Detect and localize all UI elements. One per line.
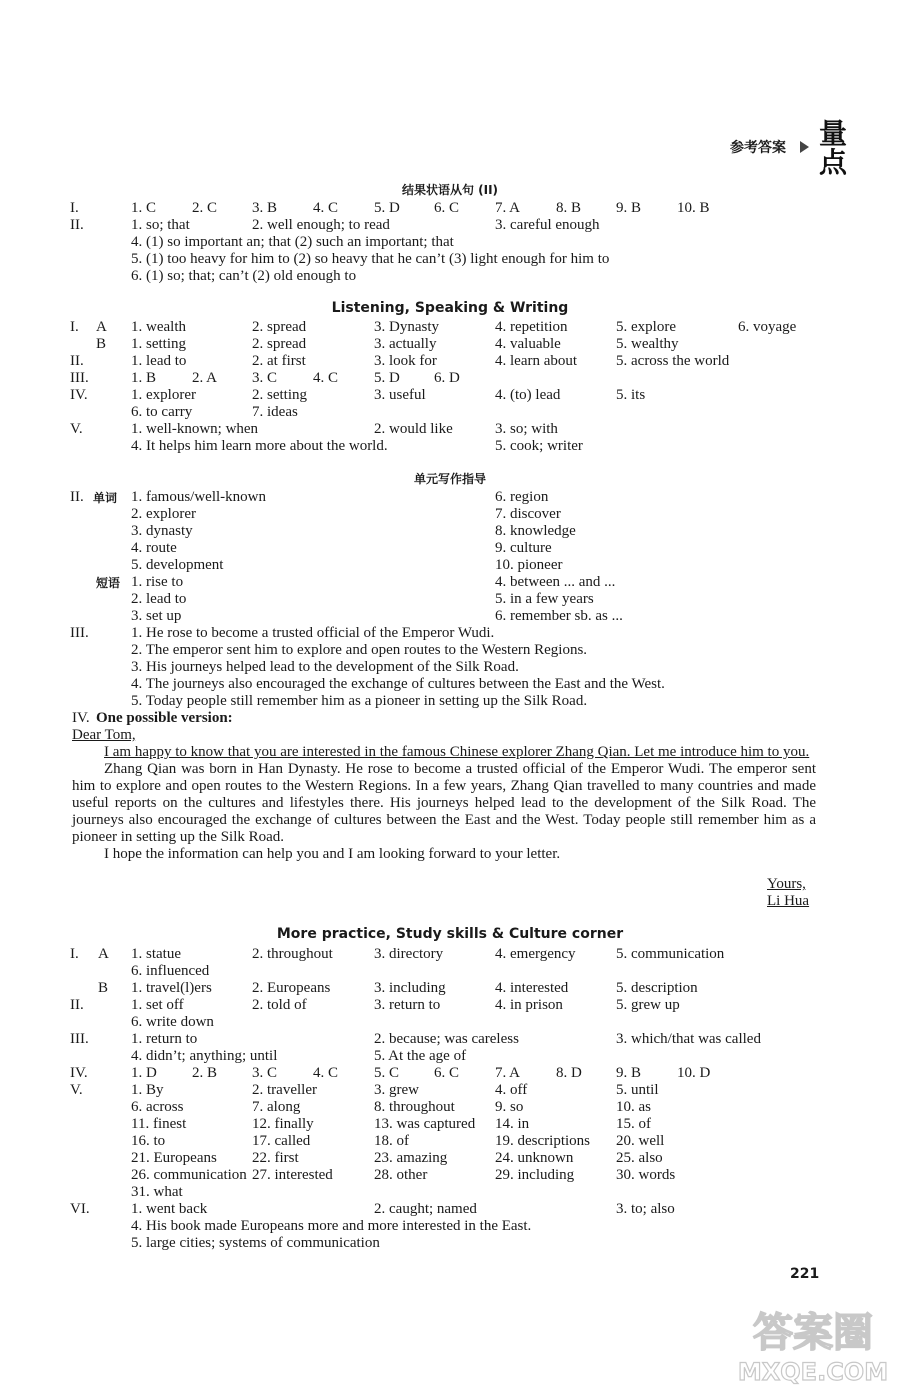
section-title-listening: Listening, Speaking & Writing	[331, 300, 569, 316]
answer-item: 2. C	[192, 200, 218, 216]
section-title-more-practice: More practice, Study skills & Culture corner	[276, 926, 624, 942]
answer-item: 4. learn about	[495, 353, 578, 369]
row-label: II.	[70, 217, 84, 233]
answer-item: 3. dynasty	[131, 523, 193, 539]
answer-item: 7. A	[495, 200, 521, 216]
letter-body	[72, 744, 816, 863]
answer-item: 11. finest	[131, 1116, 187, 1132]
answer-item: 2. spread	[252, 336, 307, 352]
answer-item: 30. words	[616, 1167, 676, 1183]
answer-sentence: 1. He rose to become a trusted official of the Emperor Wudi.	[131, 625, 495, 641]
watermark-logo	[728, 1300, 898, 1388]
answer-item: 9. B	[616, 1065, 642, 1081]
arrow-icon	[800, 141, 809, 153]
answer-item: 1. statue	[131, 946, 181, 962]
answer-item: 5. its	[616, 387, 646, 403]
answer-item: 3. useful	[374, 387, 426, 403]
letter-paragraph-2: Zhang Qian was born in Han Dynasty. He rose to become a trusted official of the Emperor Wudi. The emperor sent him to explore and open routes to the Western Regions. In a few years, Zhang Qian travelled to many countries and made useful reports on the cultures and lifestyles there. His journeys helped lead to the development of the Silk Road. The journeys also encouraged the exchange of cultures between the East and the West. Today people still remember him as a pioneer in setting up the Silk Road.	[72, 761, 816, 845]
answer-sentence: 3. His journeys helped lead to the development of the Silk Road.	[131, 659, 519, 675]
answer-item: 1. D	[131, 1065, 157, 1081]
answer-item: 5. (1) too heavy for him to (2) so heavy that he can’t (3) light enough for him to	[131, 251, 610, 267]
brand-logo	[812, 116, 854, 176]
words-label: 单词	[93, 491, 118, 505]
answer-item: 4. valuable	[495, 336, 561, 352]
answer-item: 1. went back	[131, 1201, 208, 1217]
answer-item: 2. well enough; to read	[252, 217, 390, 233]
answer-item: 4. off	[495, 1082, 528, 1098]
answer-item: 16. to	[131, 1133, 166, 1149]
answer-item: 2. throughout	[252, 946, 333, 962]
answer-item: 17. called	[252, 1133, 311, 1149]
row-label: I.	[70, 319, 79, 335]
answer-item: 3. look for	[374, 353, 437, 369]
answer-item: 5. cook; writer	[495, 438, 583, 454]
answer-item: 2. setting	[252, 387, 307, 403]
answer-item: 3. which/that was called	[616, 1031, 761, 1047]
answer-item: 6. across	[131, 1099, 184, 1115]
sub-label: B	[98, 980, 109, 996]
answer-sentence: 4. The journeys also encouraged the exchange of cultures between the East and the West.	[131, 676, 665, 692]
answer-item: 2. lead to	[131, 591, 187, 607]
phrases-label: 短语	[96, 576, 121, 590]
row-label: I.	[70, 200, 79, 216]
answer-item: 3. return to	[374, 997, 441, 1013]
answer-item: 3. careful enough	[495, 217, 600, 233]
answer-item: 4. C	[313, 1065, 339, 1081]
answer-item: 10. B	[677, 200, 710, 216]
answer-item: 13. was captured	[374, 1116, 476, 1132]
answer-item: 8. D	[556, 1065, 582, 1081]
answer-item: 1. well-known; when	[131, 421, 259, 437]
answer-item: 20. well	[616, 1133, 665, 1149]
answer-item: 2. Europeans	[252, 980, 331, 996]
sample-heading: One possible version:	[96, 710, 233, 726]
answer-item: 14. in	[495, 1116, 530, 1132]
answer-item: 3. C	[252, 1065, 278, 1081]
reference-answers-label: 参考答案	[730, 140, 786, 156]
answer-item: 6. D	[434, 370, 460, 386]
svg-text:MXQE.COM: MXQE.COM	[737, 1358, 889, 1386]
answer-item: 2. explorer	[131, 506, 196, 522]
answer-item: 22. first	[252, 1150, 299, 1166]
answer-item: 2. told of	[252, 997, 307, 1013]
answer-item: 10. as	[616, 1099, 651, 1115]
answer-item: 9. culture	[495, 540, 552, 556]
answer-item: 7. discover	[495, 506, 561, 522]
sub-label: A	[98, 946, 109, 962]
answer-item: 1. lead to	[131, 353, 187, 369]
row-label: III.	[70, 370, 89, 386]
answer-item: 4. emergency	[495, 946, 576, 962]
answer-item: 5. across the world	[616, 353, 730, 369]
answer-item: 3. to; also	[616, 1201, 675, 1217]
answer-item: 4. (to) lead	[495, 387, 561, 403]
answer-item: 1. By	[131, 1082, 164, 1098]
answer-item: 1. wealth	[131, 319, 186, 335]
answer-item: 1. setting	[131, 336, 186, 352]
answer-item: 10. D	[677, 1065, 711, 1081]
letter-signature: Li Hua	[767, 893, 810, 909]
answer-item: 5. in a few years	[495, 591, 594, 607]
answer-item: 23. amazing	[374, 1150, 448, 1166]
answer-item: 5. D	[374, 370, 400, 386]
answer-item: 5. D	[374, 200, 400, 216]
answer-item: 6. influenced	[131, 963, 210, 979]
letter-closing: Yours,	[767, 876, 806, 892]
answer-item: 1. return to	[131, 1031, 198, 1047]
section-title-writing-guide: 单元写作指导	[413, 472, 486, 486]
answer-item: 4. in prison	[495, 997, 563, 1013]
answer-item: 6. write down	[131, 1014, 214, 1030]
svg-text:点: 点	[818, 146, 848, 176]
answer-item: 1. so; that	[131, 217, 190, 233]
answer-item: 6. voyage	[738, 319, 797, 335]
row-label: II.	[70, 353, 84, 369]
answer-item: 8. throughout	[374, 1099, 455, 1115]
answer-item: 6. region	[495, 489, 549, 505]
answer-sentence: 4. His book made Europeans more and more interested in the East.	[131, 1218, 532, 1234]
answer-item: 4. interested	[495, 980, 569, 996]
answer-item: 3. directory	[374, 946, 444, 962]
answer-item: 19. descriptions	[495, 1133, 590, 1149]
answer-item: 15. of	[616, 1116, 651, 1132]
answer-item: 4. It helps him learn more about the world.	[131, 438, 388, 454]
answer-item: 2. B	[192, 1065, 218, 1081]
answer-item: 26. communication	[131, 1167, 247, 1183]
row-label: II.	[70, 997, 84, 1013]
answer-item: 4. C	[313, 370, 339, 386]
answer-item: 27. interested	[252, 1167, 333, 1183]
answer-item: 3. including	[374, 980, 446, 996]
answer-item: 25. also	[616, 1150, 663, 1166]
answer-item: 21. Europeans	[131, 1150, 217, 1166]
answer-item: 3. B	[252, 200, 278, 216]
answer-item: 18. of	[374, 1133, 409, 1149]
answer-item: 2. A	[192, 370, 218, 386]
answer-item: 5. grew up	[616, 997, 680, 1013]
answer-item: 29. including	[495, 1167, 575, 1183]
answer-item: 5. communication	[616, 946, 725, 962]
answer-item: 2. at first	[252, 353, 306, 369]
section-title-result-clauses: 结果状语从句 (II)	[401, 183, 499, 197]
answer-item: 3. C	[252, 370, 278, 386]
answer-item: 10. pioneer	[495, 557, 563, 573]
letter-salutation: Dear Tom,	[72, 727, 136, 743]
answer-item: 5. C	[374, 1065, 400, 1081]
row-label: III.	[70, 1031, 89, 1047]
answer-item: 2. would like	[374, 421, 453, 437]
answer-item: 1. C	[131, 200, 157, 216]
answer-item: 1. set off	[131, 997, 184, 1013]
answer-item: 4. C	[313, 200, 339, 216]
answer-item: 5. At the age of	[374, 1048, 467, 1064]
row-label: II.	[70, 489, 84, 505]
answer-sentence: 2. The emperor sent him to explore and open routes to the Western Regions.	[131, 642, 588, 658]
row-label: III.	[70, 625, 89, 641]
answer-item: 5. wealthy	[616, 336, 679, 352]
answer-item: 4. (1) so important an; that (2) such an important; that	[131, 234, 454, 250]
answer-sentence: 5. large cities; systems of communication	[131, 1235, 380, 1251]
answer-item: 1. rise to	[131, 574, 184, 590]
answer-item: 5. explore	[616, 319, 676, 335]
answer-item: 1. B	[131, 370, 157, 386]
answer-item: 3. Dynasty	[374, 319, 439, 335]
row-label: IV.	[70, 1065, 88, 1081]
answer-item: 31. what	[131, 1184, 183, 1200]
answer-item: 12. finally	[252, 1116, 314, 1132]
row-label: V.	[70, 1082, 83, 1098]
sub-label: B	[96, 336, 107, 352]
answer-item: 1. famous/well-known	[131, 489, 266, 505]
answer-item: 2. caught; named	[374, 1201, 477, 1217]
answer-sentence: 5. Today people still remember him as a pioneer in setting up the Silk Road.	[131, 693, 588, 709]
answer-item: 1. explorer	[131, 387, 196, 403]
answer-item: 6. C	[434, 200, 460, 216]
answer-item: 8. knowledge	[495, 523, 576, 539]
sub-label: A	[96, 319, 107, 335]
row-label: I.	[70, 946, 79, 962]
row-label: IV.	[72, 710, 90, 726]
answer-item: 9. B	[616, 200, 642, 216]
answer-item: 24. unknown	[495, 1150, 574, 1166]
answer-item: 3. actually	[374, 336, 437, 352]
answer-item: 6. remember sb. as ...	[495, 608, 623, 624]
page-number: 221	[790, 1266, 820, 1282]
answer-item: 28. other	[374, 1167, 428, 1183]
answer-item: 4. repetition	[495, 319, 568, 335]
answer-item: 7. along	[252, 1099, 301, 1115]
answer-item: 7. ideas	[252, 404, 298, 420]
answer-item: 4. between ... and ...	[495, 574, 616, 590]
answer-item: 2. traveller	[252, 1082, 317, 1098]
answer-item: 5. until	[616, 1082, 659, 1098]
answer-item: 5. development	[131, 557, 224, 573]
answer-item: 4. didn’t; anything; until	[131, 1048, 278, 1064]
answer-item: 4. route	[131, 540, 177, 556]
answer-item: 3. grew	[374, 1082, 419, 1098]
answer-item: 3. set up	[131, 608, 182, 624]
answer-item: 2. spread	[252, 319, 307, 335]
answer-item: 7. A	[495, 1065, 521, 1081]
row-label: V.	[70, 421, 83, 437]
answer-item: 6. to carry	[131, 404, 193, 420]
row-label: IV.	[70, 387, 88, 403]
answer-item: 5. description	[616, 980, 698, 996]
answer-item: 6. C	[434, 1065, 460, 1081]
letter-paragraph-1: I am happy to know that you are interested in the famous Chinese explorer Zhang Qian. Let me introduce him to you.	[104, 744, 810, 760]
answer-item: 6. (1) so; that; can’t (2) old enough to	[131, 268, 357, 284]
answer-item: 1. travel(l)ers	[131, 980, 212, 996]
row-label: VI.	[70, 1201, 90, 1217]
answer-item: 2. because; was careless	[374, 1031, 519, 1047]
svg-text:答案圈: 答案圈	[753, 1310, 873, 1356]
answer-item: 8. B	[556, 200, 582, 216]
answer-item: 9. so	[495, 1099, 524, 1115]
svg-text:量: 量	[818, 117, 848, 150]
answer-item: 3. so; with	[495, 421, 558, 437]
letter-paragraph-3: I hope the information can help you and I am looking forward to your letter.	[104, 846, 561, 862]
